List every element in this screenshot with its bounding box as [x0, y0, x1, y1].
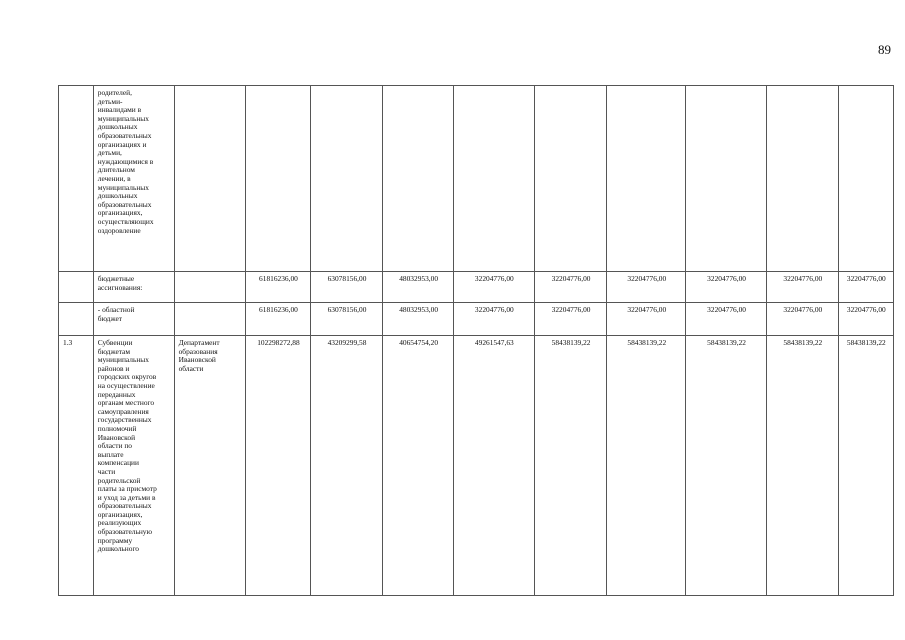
table-row: [59, 86, 894, 272]
value-cell: 61816236,00: [246, 272, 310, 303]
value-cell: [453, 86, 534, 272]
value-cell: 61816236,00: [246, 303, 310, 336]
row-number-cell: [59, 303, 94, 336]
value-cell: 58438139,22: [767, 336, 839, 596]
value-cell: 32204776,00: [686, 272, 767, 303]
value-cell: 49261547,63: [453, 336, 534, 596]
executor-cell: [174, 86, 246, 272]
value-cell: 32204776,00: [767, 303, 839, 336]
executor-cell: [174, 303, 246, 336]
value-cell: 32204776,00: [534, 272, 607, 303]
value-cell: 63078156,00: [310, 272, 383, 303]
value-cell: 102298272,88: [246, 336, 310, 596]
value-cell: 32204776,00: [767, 272, 839, 303]
value-cell: 58438139,22: [686, 336, 767, 596]
row-number-cell: [59, 86, 94, 272]
value-cell: 58438139,22: [534, 336, 607, 596]
value-cell: 32204776,00: [607, 272, 686, 303]
value-cell: 32204776,00: [686, 303, 767, 336]
value-cell: 48032953,00: [383, 303, 454, 336]
value-cell: [246, 86, 310, 272]
table-row: [59, 272, 894, 303]
name-cell: - областной бюджет: [93, 303, 174, 336]
value-cell: 32204776,00: [453, 272, 534, 303]
value-cell: [607, 86, 686, 272]
row-number-cell: 1.3: [59, 336, 94, 596]
value-cell: 32204776,00: [453, 303, 534, 336]
value-cell: [383, 86, 454, 272]
executor-cell: Департамент образования Ивановской области: [174, 336, 246, 596]
budget-table: [58, 85, 894, 596]
value-cell: 43209299,58: [310, 336, 383, 596]
value-cell: 63078156,00: [310, 303, 383, 336]
value-cell: [838, 86, 893, 272]
value-cell: 48032953,00: [383, 272, 454, 303]
value-cell: 32204776,00: [838, 272, 893, 303]
value-cell: 32204776,00: [534, 303, 607, 336]
name-cell: родителей, детьми- инвалидами в муниципальных дошкольных образовательных организациях и детьми, нуждающимися в длительном лечении, в муниципальных дошкольных образовательных организациях, осуществляющих оздоровление: [93, 86, 174, 272]
table-row: [59, 303, 894, 336]
page-number: 89: [878, 42, 891, 57]
value-cell: [534, 86, 607, 272]
value-cell: 58438139,22: [838, 336, 893, 596]
value-cell: 40654754,20: [383, 336, 454, 596]
value-cell: 32204776,00: [607, 303, 686, 336]
name-cell: бюджетные ассигнования:: [93, 272, 174, 303]
value-cell: 32204776,00: [838, 303, 893, 336]
value-cell: [767, 86, 839, 272]
value-cell: [310, 86, 383, 272]
value-cell: [686, 86, 767, 272]
table-row: [59, 336, 894, 596]
name-cell: Субвенции бюджетам муниципальных районов и городских округов на осуществление переданных органам местного самоуправления государственных полномочий Ивановской области по выплате компенсации части родительской платы за присмотр и уход за детьми в образовательных организациях, реализующих образовательную программу дошкольного: [93, 336, 174, 596]
row-number-cell: [59, 272, 94, 303]
value-cell: 58438139,22: [607, 336, 686, 596]
executor-cell: [174, 272, 246, 303]
